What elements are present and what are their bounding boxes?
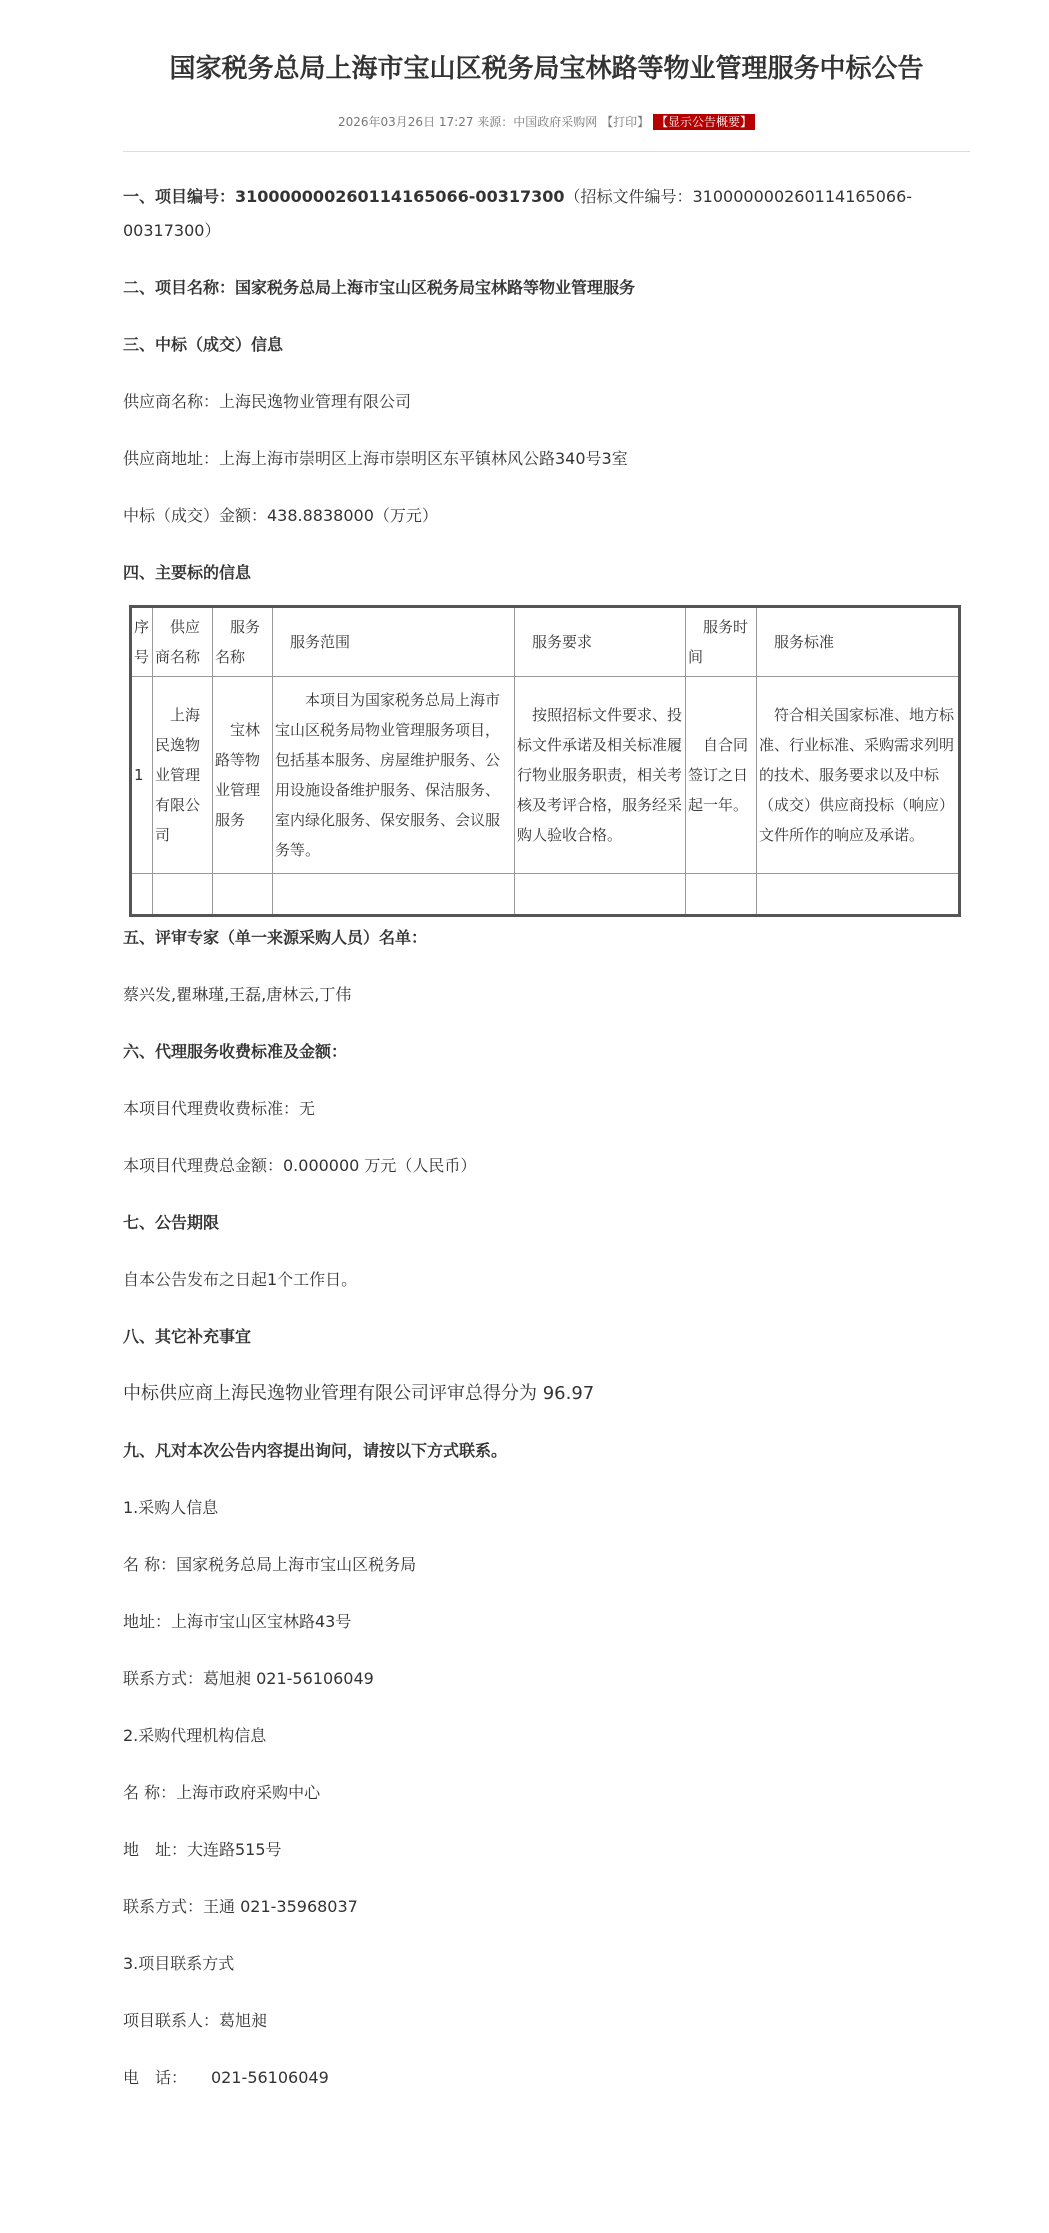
meta-line (123, 113, 970, 130)
section-heading: 八、其它补充事宜 (123, 1327, 252, 1346)
announcement-body (123, 180, 970, 2118)
header-cell: 服务要求 (515, 607, 686, 677)
supplier-address: 供应商地址：上海上海市崇明区上海市崇明区东平镇林风公路340号3室 (123, 449, 628, 468)
divider (123, 151, 970, 152)
header-cell: 服务时间 (686, 607, 757, 677)
project-contact-phone: 电 话： 021-56106049 (123, 2068, 329, 2087)
experts: 蔡兴发,瞿琳瑾,王磊,唐林云,丁伟 (123, 985, 352, 1004)
project-contact-person: 项目联系人：葛旭昶 (123, 2011, 268, 2030)
header-cell: 服务范围 (273, 607, 515, 677)
section-heading: 七、公告期限 (123, 1213, 220, 1232)
award-amount: 中标（成交）金额：438.8838000（万元） (123, 506, 438, 525)
table-row-empty (131, 874, 960, 916)
print-link[interactable]: 【打印】 (601, 115, 650, 129)
agency-name: 名 称：上海市政府采购中心 (123, 1783, 321, 1802)
project-number: 一、项目编号：310000000260114165066-00317300（招标文件编号：310000000260114165066-00317300） (123, 187, 913, 240)
header-cell: 服务标准 (757, 607, 960, 677)
page-title: 国家税务总局上海市宝山区税务局宝林路等物业管理服务中标公告 (169, 54, 924, 84)
cell-scope: 本项目为国家税务总局上海市宝山区税务局物业管理服务项目，包括基本服务、房屋维护服务、公用设施设备维护服务、保洁服务、室内绿化服务、保安服务、会议服务等。 (273, 677, 515, 874)
cell-index: 1 (131, 677, 153, 874)
section-heading: 三、中标（成交）信息 (123, 335, 284, 354)
purchaser-address: 地址：上海市宝山区宝林路43号 (123, 1612, 352, 1631)
cell-supplier: 上海民逸物业管理有限公司 (153, 677, 213, 874)
header-cell: 服务名称 (213, 607, 273, 677)
header-cell: 序号 (131, 607, 153, 677)
supplier-name: 供应商名称：上海民逸物业管理有限公司 (123, 392, 412, 411)
table-header (131, 607, 960, 677)
project-name: 二、项目名称：国家税务总局上海市宝山区税务局宝林路等物业管理服务 (123, 278, 636, 297)
show-summary-button[interactable]: 【显示公告概要】 (653, 114, 755, 130)
section-heading: 六、代理服务收费标准及金额： (123, 1042, 348, 1061)
table-row (131, 677, 960, 874)
cell-duration: 自合同签订之日起一年。 (686, 677, 757, 874)
agency-address: 地 址：大连路515号 (123, 1840, 282, 1859)
cell-requirements: 按照招标文件要求、投标文件承诺及相关标准履行物业服务职责，相关考核及考评合格，服务经采购人验收合格。 (515, 677, 686, 874)
section-heading: 五、评审专家（单一来源采购人员）名单： (123, 928, 428, 947)
header-cell: 供应商名称 (153, 607, 213, 677)
section-heading: 四、主要标的信息 (123, 563, 252, 582)
publish-date: 2026年03月26日 17:27 (337, 115, 474, 129)
supplementary-info: 中标供应商上海民逸物业管理有限公司评审总得分为 96.97 (123, 1383, 595, 1404)
agency-contact: 联系方式：王通 021-35968037 (123, 1897, 358, 1916)
contact-subheading: 2.采购代理机构信息 (123, 1726, 267, 1745)
contact-subheading: 1.采购人信息 (123, 1498, 219, 1517)
purchaser-name: 名 称：国家税务总局上海市宝山区税务局 (123, 1555, 417, 1574)
source: 来源：中国政府采购网 (477, 115, 598, 129)
section-heading: 九、凡对本次公告内容提出询问，请按以下方式联系。 (123, 1441, 508, 1460)
contact-subheading: 3.项目联系方式 (123, 1954, 235, 1973)
subject-table (129, 605, 961, 917)
cell-standard: 符合相关国家标准、地方标准、行业标准、采购需求列明的技术、服务要求以及中标（成交）供应商投标（响应）文件所作的响应及承诺。 (757, 677, 960, 874)
purchaser-contact: 联系方式：葛旭昶 021-56106049 (123, 1669, 374, 1688)
cell-service-name: 宝林路等物业管理服务 (213, 677, 273, 874)
fee-standard: 本项目代理费收费标准：无 (123, 1099, 316, 1118)
notice-period: 自本公告发布之日起1个工作日。 (123, 1270, 358, 1289)
fee-amount: 本项目代理费总金额：0.000000 万元（人民币） (123, 1156, 477, 1175)
